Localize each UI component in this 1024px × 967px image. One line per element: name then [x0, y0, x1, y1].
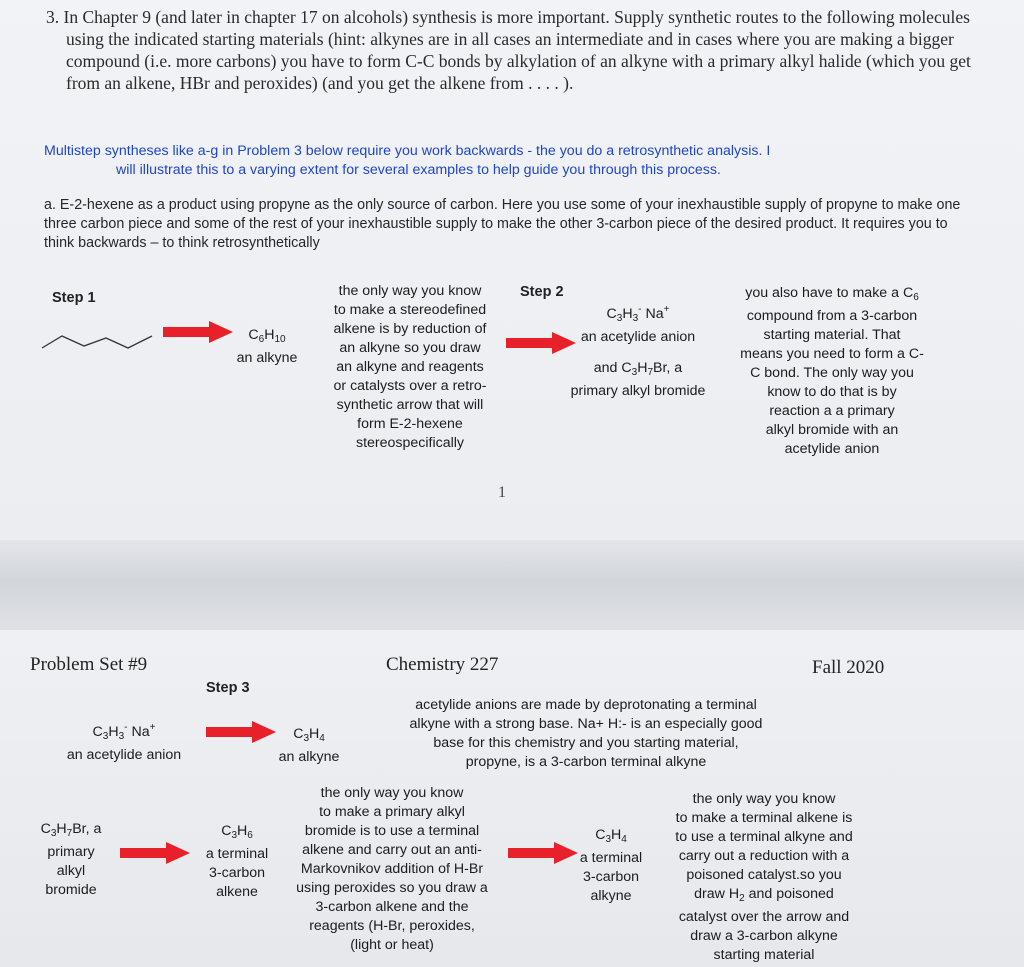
step1-note-line: the only way you know	[338, 283, 482, 299]
step3-note	[366, 696, 806, 772]
row4-bromide	[26, 820, 116, 900]
row4-note2-line: to make a terminal alkene is	[675, 810, 853, 826]
step3-alkyne-name: an alkyne	[278, 749, 340, 765]
step3-label: Step 3	[206, 680, 250, 696]
row4-note2-line: carry out a reduction with a	[678, 848, 850, 864]
page-gap	[0, 540, 1024, 630]
row4-note2-line: starting material	[713, 947, 815, 963]
row4-note2-line: draw a 3-carbon alkyne	[690, 928, 838, 944]
arrow-row4-a	[120, 842, 190, 864]
step2-note-line: alkyl bromide with an	[765, 422, 899, 438]
step1-note-line: or catalysts over a retro-	[333, 378, 487, 394]
step3-note-line: acetylide anions are made by deprotonating a terminal	[415, 697, 757, 713]
step2-bromide-line2: primary alkyl bromide	[570, 383, 706, 399]
arrow-step1	[163, 321, 233, 343]
question-text: 3. In Chapter 9 (and later in chapter 17 on alcohols) synthesis is more important. Supply synthetic routes to the following molecules using the indicated starting materials (hint: alkynes are in all cases an intermediate and in cases where you are making a bigger compound (i.e. more carbons) you have to form C-C bonds by alkylation of an alkyne with a primary alkyl halide (which you get from an alkene, HBr and peroxides) (and you get the alkene from . . . . ).	[46, 7, 971, 93]
header-right: Fall 2020	[812, 657, 885, 678]
step2-bromide-line1: and $C_3H_7Br$, a	[593, 360, 683, 378]
row4-note-line: (light or heat)	[350, 937, 434, 953]
intro-note	[44, 142, 944, 180]
row4-alkyne	[570, 826, 652, 906]
step3-anion-formula: $C_3H_3^-$ Na+	[92, 722, 156, 742]
c6h10-name: an alkyne	[236, 350, 298, 366]
row4-note-line: 3-carbon alkene and the	[315, 899, 469, 915]
header-center: Chemistry 227	[386, 654, 499, 675]
step2-anion	[558, 300, 718, 347]
page-number: 1	[498, 484, 506, 501]
arrow-row4-b	[508, 842, 578, 864]
step3-anion	[50, 718, 198, 765]
step1-note	[300, 282, 520, 453]
row4-bromide-line: bromide	[45, 882, 97, 898]
row4-note2	[644, 790, 884, 965]
row4-note-line: alkene and carry out an anti-	[302, 842, 482, 858]
arrow-step3	[206, 721, 276, 743]
step2-note-line: starting material. That	[763, 327, 901, 343]
step2-anion-name: an acetylide anion	[580, 329, 696, 345]
row4-note2-line: the only way you know	[692, 791, 836, 807]
step1-note-line: form E-2-hexene	[357, 416, 463, 432]
step3-alkyne-formula: $C_3H_4$	[293, 726, 325, 744]
row4-note-line: using peroxides so you draw a	[296, 880, 488, 896]
step2-note-line: C bond. The only way you	[750, 365, 914, 381]
row4-alkene	[194, 822, 280, 902]
row4-alkyne-line: a terminal	[579, 850, 643, 866]
step2-note-line: you also have to make a $C_6$	[745, 285, 919, 303]
hexene-skeleton	[40, 330, 160, 354]
step2-note-line: reaction a a primary	[769, 403, 895, 419]
row4-bromide-line1: $C_3H_7Br$, a	[40, 821, 102, 839]
intro-line-2: will illustrate this to a varying extent for several examples to help guide you through this process.	[116, 162, 721, 178]
step3-alkyne	[268, 725, 350, 767]
step3-note-line: base for this chemistry and you starting material,	[433, 735, 739, 751]
intro-line-1: Multistep syntheses like a-g in Problem 3 below require you work backwards - the you do a retrosynthetic analysis. I	[44, 143, 771, 159]
row4-note-line: Markovnikov addition of H-Br	[300, 861, 484, 877]
step1-label: Step 1	[52, 290, 96, 306]
row4-alkyne-formula: $C_3H_4$	[595, 827, 627, 845]
step2-label: Step 2	[520, 284, 564, 300]
row4-alkene-formula: $C_3H_6$	[221, 823, 253, 841]
part-a: a. E-2-hexene as a product using propyne as the only source of carbon. Here you use some of your inexhaustible supply of propyne to make one three carbon piece and some of the rest of your inexhaustible supply to make the other 3-carbon piece of the desired product. It requires you to think backwards – to think retrosynthetically	[44, 197, 961, 251]
question-3	[46, 6, 976, 94]
row4-alkene-line: 3-carbon	[209, 865, 265, 881]
row4-note-line: to make a primary alkyl	[319, 804, 465, 820]
step3-anion-name: an acetylide anion	[66, 747, 182, 763]
c6h10-block	[228, 326, 306, 368]
row4-note	[272, 784, 512, 955]
step1-note-line: stereospecifically	[355, 435, 465, 451]
row4-alkyne-line: alkyne	[590, 888, 632, 904]
step2-anion-formula: $C_3H_3^-$ Na+	[606, 304, 670, 324]
row4-note2-line: to use a terminal alkyne and	[675, 829, 853, 845]
step1-note-line: synthetic arrow that will	[336, 397, 484, 413]
row4-note2-line: draw $H_2$ and poisoned	[694, 886, 834, 904]
step2-note-line: know to do that is by	[767, 384, 897, 400]
row4-note2-line: catalyst over the arrow and	[678, 909, 850, 925]
step2-note-line: acetylide anion	[784, 441, 880, 457]
header-left: Problem Set #9	[30, 654, 148, 675]
row4-note-line: reagents (H-Br, peroxides,	[309, 918, 475, 934]
step2-bromide	[548, 359, 728, 401]
step1-note-line: an alkyne and reagents	[336, 359, 484, 375]
step3-note-line: propyne, is a 3-carbon terminal alkyne	[465, 754, 707, 770]
step3-note-line: alkyne with a strong base. Na+ H:- is an especially good	[409, 716, 763, 732]
row4-note-line: the only way you know	[320, 785, 464, 801]
step1-note-line: to make a stereodefined	[333, 302, 487, 318]
step2-note-line: compound from a 3-carbon	[746, 308, 918, 324]
row4-bromide-line: alkyl	[56, 863, 86, 879]
step2-note	[712, 284, 952, 459]
row4-alkyne-line: 3-carbon	[583, 869, 639, 885]
step1-note-line: an alkyne so you draw	[339, 340, 481, 356]
row4-bromide-line: primary	[47, 844, 95, 860]
row4-note2-line: poisoned catalyst.so you	[686, 867, 842, 883]
row4-alkene-line: alkene	[216, 884, 258, 900]
c6h10-formula: $C_6H_{10}$	[248, 327, 286, 345]
row4-alkene-line: a terminal	[205, 846, 269, 862]
step2-note-line: means you need to form a C-	[740, 346, 924, 362]
step1-note-line: alkene is by reduction of	[333, 321, 487, 337]
row4-note-line: bromide is to use a terminal	[304, 823, 480, 839]
